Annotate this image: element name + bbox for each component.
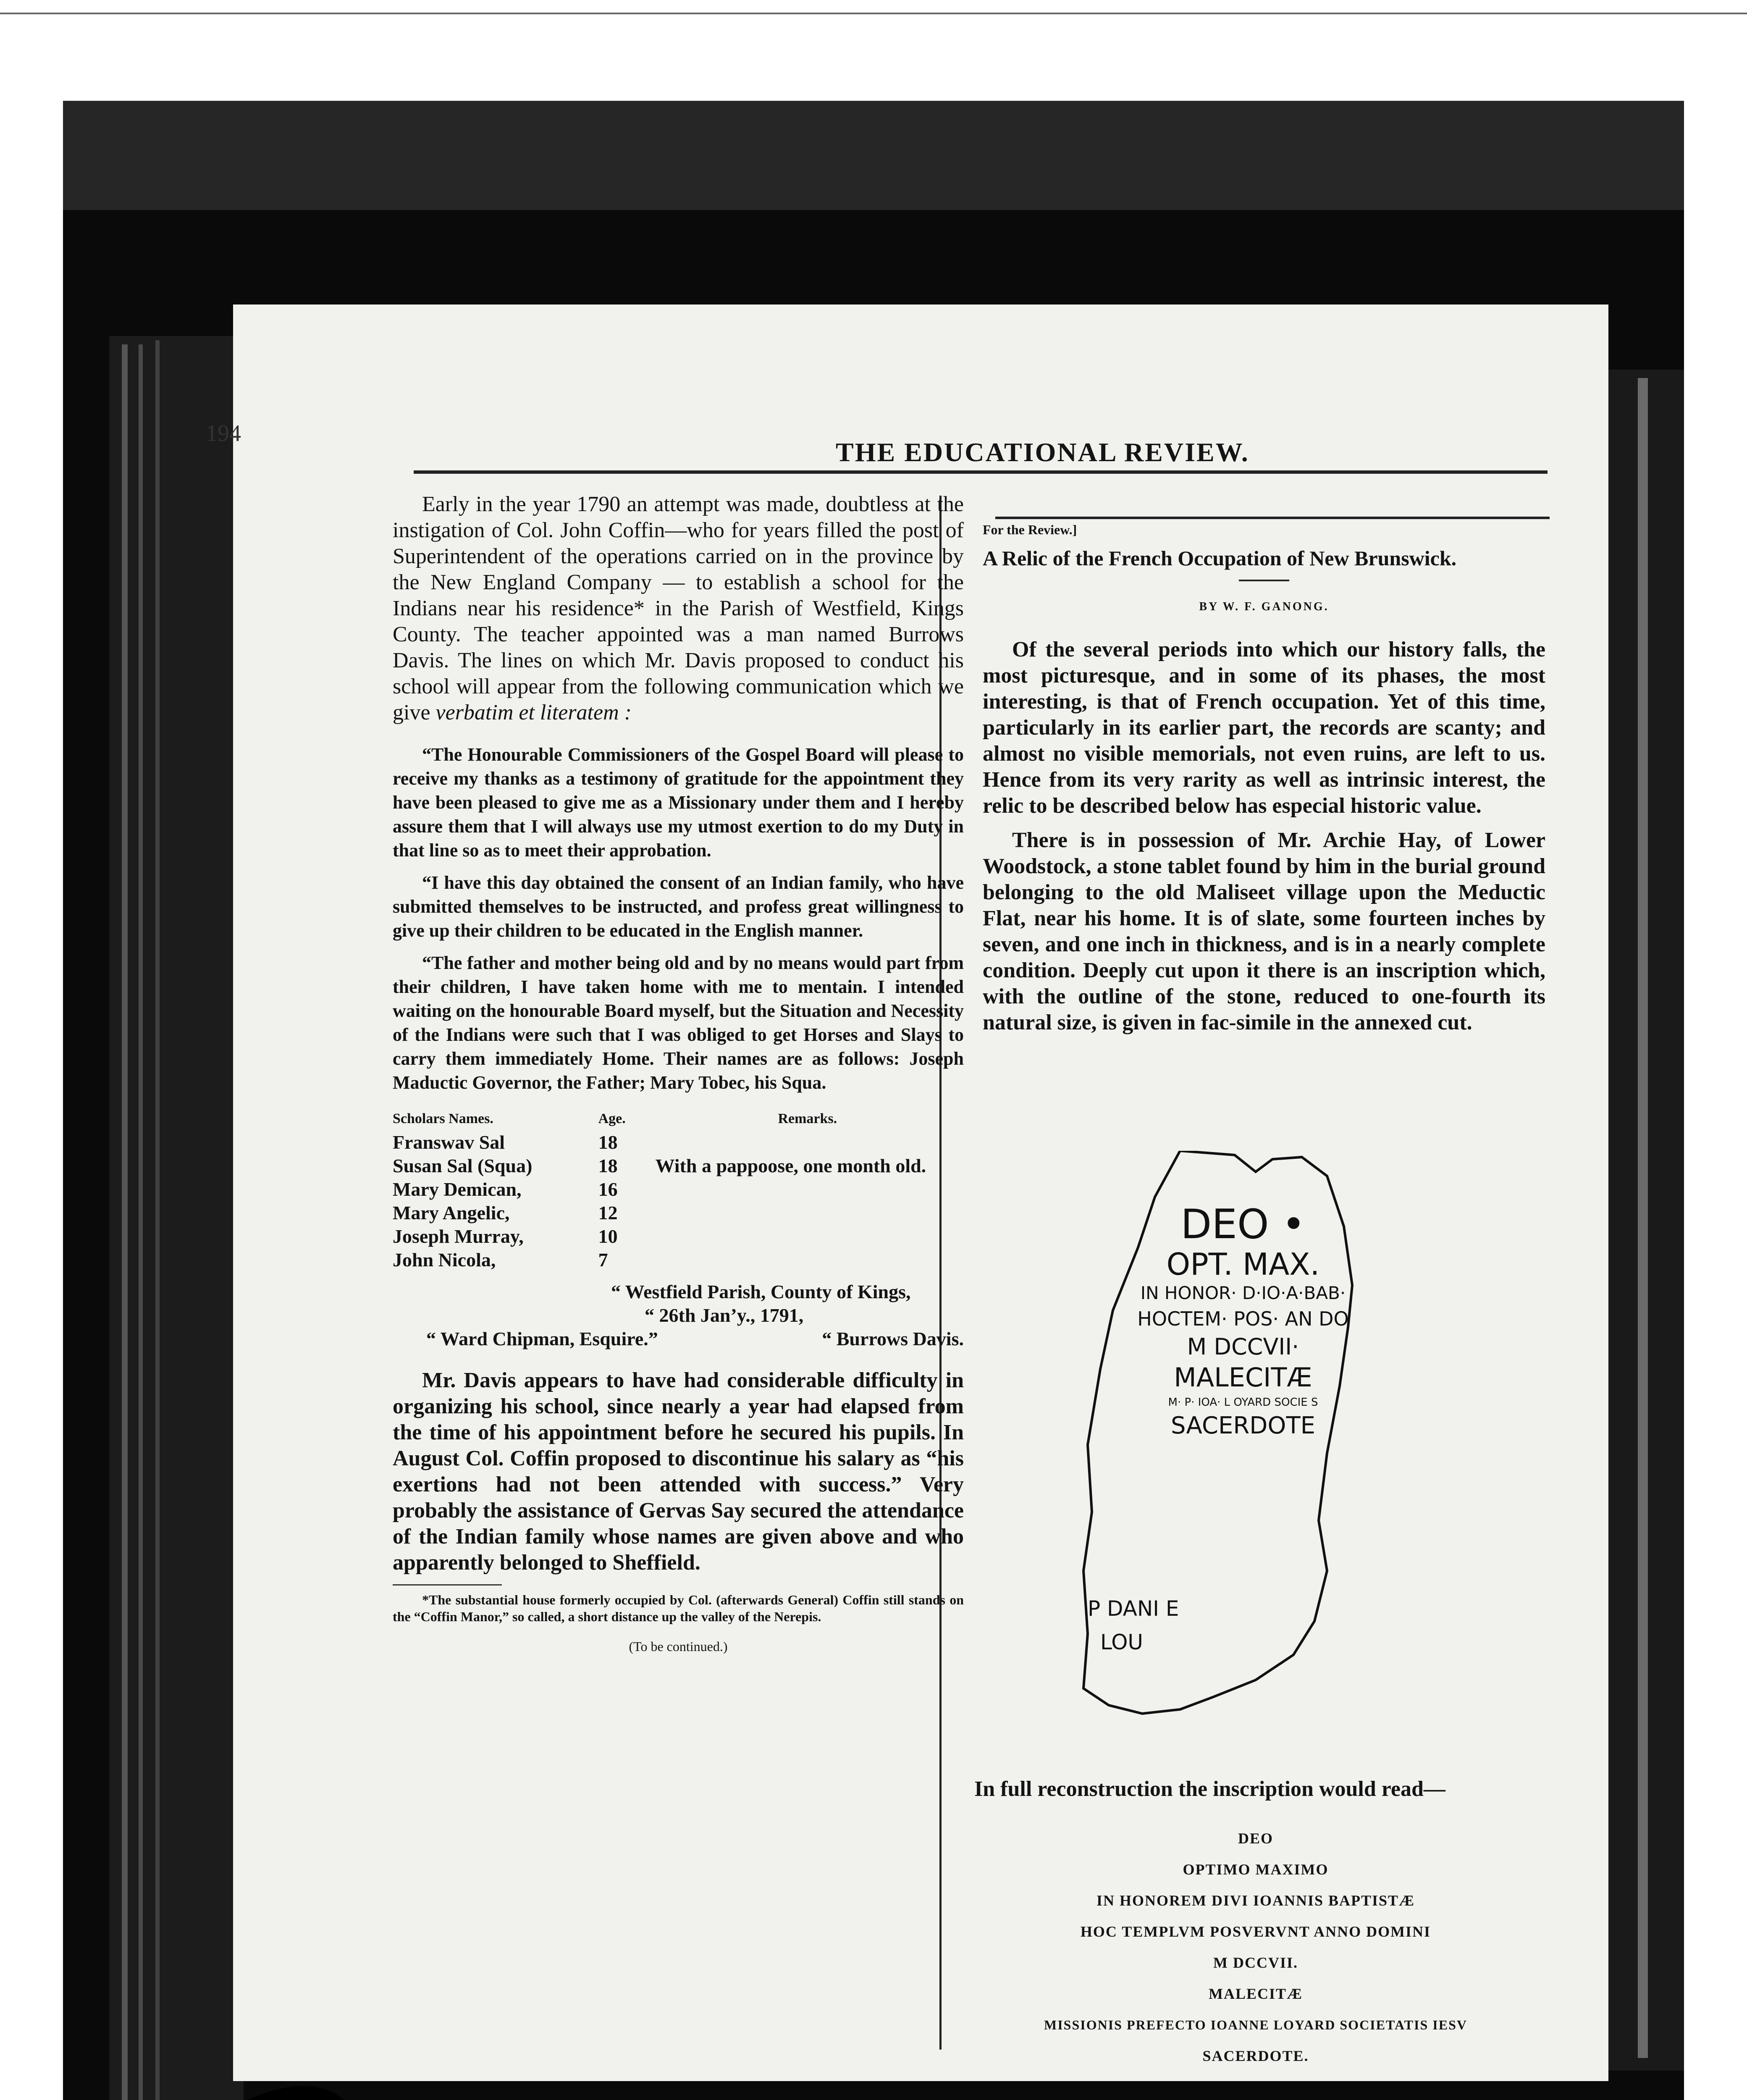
scholar-age: 18 <box>598 1155 618 1176</box>
table-row <box>393 1225 964 1248</box>
to-be-continued: (To be continued.) <box>629 1639 728 1654</box>
tablet-lower-line-2: LOU <box>1100 1630 1144 1654</box>
scholar-name: Franswav Sal <box>393 1131 505 1153</box>
scholar-remark <box>656 1131 964 1154</box>
davis-letter <box>393 743 964 1095</box>
scholar-age: 16 <box>598 1179 618 1200</box>
tablet-line-8: SACERDOTE <box>1170 1412 1316 1439</box>
table-row <box>393 1131 964 1154</box>
recon-line-1: DEO <box>1238 1830 1273 1847</box>
table-row <box>393 1201 964 1225</box>
scholar-remark <box>656 1201 964 1225</box>
journal-title: THE EDUCATIONAL REVIEW. <box>836 437 1249 467</box>
scholar-age: 12 <box>598 1202 618 1223</box>
tablet-inscription <box>1092 1201 1394 1441</box>
header-age: Age. <box>598 1111 626 1126</box>
signoff-date: “ 26th Jan’y., 1791, <box>645 1305 804 1326</box>
intro-paragraph <box>393 491 964 726</box>
closing-paragraph: Mr. Davis appears to have had considerable difficulty in organizing his school, since nearly a year had elapsed from the time of his appointment before he secured his pupils. In August Col. Coffin proposed to discontinue his salary as “his exertions had not been attended with success.” Very probably the assistance of Gervas Say secured the attendance of the Indian family whose names are given above and who apparently belonged to Sheffield. <box>393 1368 964 1575</box>
recon-line-3: IN HONOREM DIVI IOANNIS BAPTISTÆ <box>1096 1892 1415 1909</box>
tablet-lower-line-1: P DANI E <box>1088 1596 1179 1621</box>
tablet-line-6: MALECITÆ <box>1174 1362 1312 1393</box>
scholar-name: Susan Sal (Squa) <box>393 1155 532 1176</box>
recon-line-2: OPTIMO MAXIMO <box>1183 1861 1329 1878</box>
header-remarks: Remarks. <box>778 1111 837 1126</box>
scholar-name: Joseph Murray, <box>393 1226 524 1247</box>
scholars-table <box>393 1107 964 1272</box>
signoff-name: “ Burrows Davis. <box>822 1328 964 1349</box>
scholar-name: John Nicola, <box>393 1249 496 1270</box>
page-number: 194 <box>206 420 241 446</box>
letter-paragraph-1: “The Honourable Commissioners of the Gospel Board will please to receive my thanks as a testimony of gratitude for the appointment they have been pleased to give me as a Missionary under them and I hereby assure them that I will always use my utmost exertion to do my Duty in that line so as to meet their approbation. <box>393 744 964 861</box>
table-row <box>393 1154 964 1178</box>
scholar-remark <box>656 1225 964 1248</box>
tablet-line-3: IN HONOR· D·IO·A·BAB· <box>1140 1283 1346 1303</box>
scholar-remark <box>656 1248 964 1272</box>
scholar-name: Mary Angelic, <box>393 1202 510 1223</box>
intro-italic: verbatim et literatem : <box>435 701 632 724</box>
tablet-line-2: OPT. MAX. <box>1166 1247 1320 1282</box>
table-row <box>393 1248 964 1272</box>
article-paragraph-1: Of the several periods into which our history falls, the most picturesque, and in some of its phases, the most interesting, is that of French occupation. Yet of this time, particularly in its earlier part, the records are scanty; and almost no visible memorials, not even ruins, are left to us. Hence from its very rarity as well as intrinsic interest, the relic to be described below has especial historic value. <box>983 638 1545 818</box>
addressee: “ Ward Chipman, Esquire.” <box>426 1328 658 1349</box>
signoff-place: “ Westfield Parish, County of Kings, <box>611 1281 911 1302</box>
scholar-age: 18 <box>598 1131 618 1153</box>
tablet-lower-inscription <box>1088 1592 1179 1659</box>
article-paragraph-2: There is in possession of Mr. Archie Hay, of Lower Woodstock, a stone tablet found by him in the burial ground belonging to the old Maliseet village upon the Meductic Flat, near his home. It is of slate, some fourteen inches by seven, and one inch in thickness, and is in a nearly complete condition. Deeply cut upon it there is an inscription which, with the outline of the stone, reduced to one-fourth its natural size, is given in fac-simile in the annexed cut. <box>983 828 1545 1034</box>
header-name: Scholars Names. <box>393 1111 493 1126</box>
footnote-rule <box>393 1584 502 1586</box>
tablet-line-7: M· P· IOA· L OYARD SOCIE S <box>1168 1396 1318 1409</box>
reconstruction-intro: In full reconstruction the inscription would read— <box>974 1777 1445 1801</box>
article-title: A Relic of the French Occupation of New Brunswick. <box>983 546 1457 570</box>
tablet-line-5: M DCCVII· <box>1187 1334 1299 1360</box>
intro-text: Early in the year 1790 an attempt was made, doubtless at the instigation of Col. John Coffin—who for years filled the post of Superintendent of the operations carried on in the province by the New England Company — to establish a school for the Indians near his residence* in the Parish of Westfield, Kings County. The teacher appointed was a man named Burrows Davis. The lines on which Mr. Davis proposed to conduct his school will appear from the following communication which we give <box>393 492 964 724</box>
tablet-line-1: DEO • <box>1180 1201 1306 1248</box>
title-rule <box>1239 580 1289 581</box>
letter-paragraph-2: “I have this day obtained the consent of an Indian family, who have submitted themselves to be instructed, and profess great willingness to give up their children to be educated in the English manner. <box>393 872 964 941</box>
recon-line-5: M DCCVII. <box>1213 1954 1298 1971</box>
scholar-age: 7 <box>598 1249 608 1270</box>
scholar-age: 10 <box>598 1226 618 1247</box>
tablet-line-4: HOCTEM· POS· AN DO <box>1137 1307 1349 1330</box>
footnote: *The substantial house formerly occupied by Col. (afterwards General) Coffin still stands on the “Coffin Manor,” so called, a short distance up the valley of the Nerepis. <box>393 1592 964 1624</box>
letter-paragraph-3: “The father and mother being old and by no means would part from their children, I have taken home with me to mentain. I intended waiting on the honourable Board myself, but the Situation and Necessity of the Indians were such that I was obliged to get Horses and Slays to carry them immediately Home. Their names are as follows: Joseph Maductic Governor, the Father; Mary Tobec, his Squa. <box>393 953 964 1093</box>
left-column <box>393 491 964 1659</box>
recon-line-8: SACERDOTE. <box>1202 2048 1309 2064</box>
table-row <box>393 1178 964 1201</box>
recon-line-4: HOC TEMPLVM POSVERVNT ANNO DOMINI <box>1080 1923 1431 1940</box>
header-rule <box>414 470 1548 474</box>
reconstruction-block <box>953 1823 1558 2071</box>
scholar-remark <box>656 1178 964 1201</box>
right-column <box>983 517 1545 1044</box>
recon-line-7: MISSIONIS PREFECTO IOANNE LOYARD SOCIETATIS IESV <box>1044 2017 1467 2032</box>
for-review-label: For the Review.] <box>983 522 1077 537</box>
recon-line-6: MALECITÆ <box>1208 1985 1303 2002</box>
table-header-row <box>393 1107 964 1131</box>
scholar-remark: With a pappoose, one month old. <box>655 1155 926 1176</box>
scholar-name: Mary Demican, <box>393 1179 522 1200</box>
letter-signoff <box>393 1280 964 1351</box>
byline: BY W. F. GANONG. <box>1199 600 1329 613</box>
